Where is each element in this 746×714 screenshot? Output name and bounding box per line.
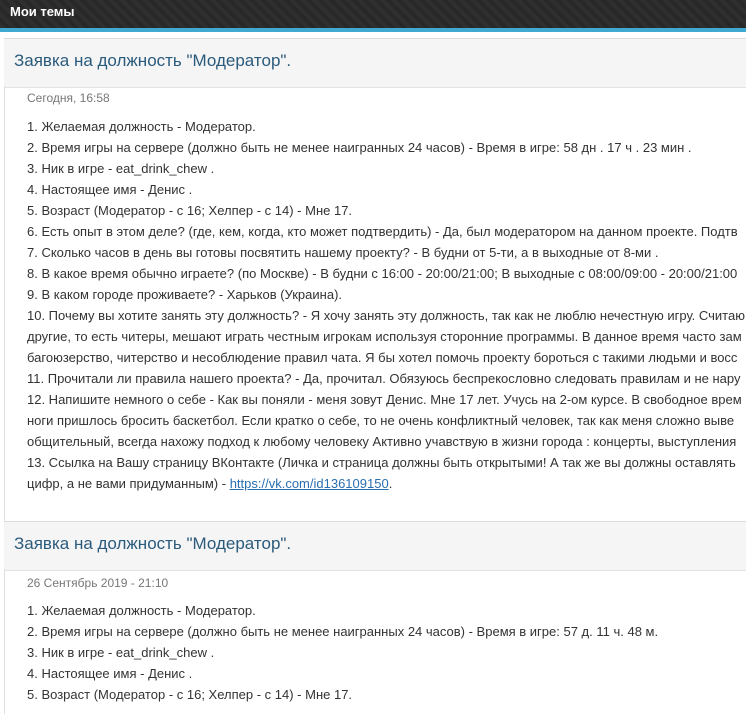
post-line-end: . [388, 476, 393, 491]
post-line: 8. В какое время обычно играете? (по Москве) - В будни с 16:00 - 20:00/21:00; В выходные с 08:00/09:00 - 20:00/21:00 [27, 266, 738, 281]
post-border [4, 86, 5, 522]
post-line: багоюзерство, читерство и несоблюдение правил чата. Я бы хотел помочь проекту бороться с такими людьми и восс [27, 350, 738, 365]
post-line: 12. Напишите немного о себе - Как вы поняли - меня зовут Денис. Мне 17 лет. Учусь на 2-ом курсе. В свободное врем [27, 392, 742, 407]
post-date: 26 Сентябрь 2019 - 21:10 [27, 576, 169, 590]
post-line: 7. Сколько часов в день вы готовы посвятить нашему проекту? - В будни от 5-ти, а в выходные от 8-ми . [27, 245, 659, 260]
post-line: 3. Ник в игре - eat_drink_chew . [27, 161, 215, 176]
post-line: 6. Есть опыт в этом деле? (где, кем, когда, кто может подтвердить) - Да, был модератором на данном проекте. Подтв [27, 224, 738, 239]
post-line-with-link [27, 473, 745, 494]
top-bar [0, 0, 746, 28]
post-line: 2. Время игры на сервере (должно быть не менее наигранных 24 часов) - Время в игре: 58 дн . 17 ч . 23 мин . [27, 140, 692, 155]
post-line: 3. Ник в игре - eat_drink_chew . [27, 645, 215, 660]
post-line: 5. Возраст (Модератор - с 16; Хелпер - с 14) - Мне 17. [27, 203, 353, 218]
post-line: 4. Настоящее имя - Денис . [27, 182, 193, 197]
post-line: 11. Прочитали ли правила нашего проекта? - Да, прочитал. Обязуюсь беспрекословно следовать правилам и не нару [27, 371, 741, 386]
post-line: 2. Время игры на сервере (должно быть не менее наигранных 24 часов) - Время в игре: 57 д. 11 ч. 48 м. [27, 624, 659, 639]
post-header [4, 521, 746, 571]
post-title[interactable]: Заявка на должность "Модератор". [14, 534, 292, 553]
post-title[interactable]: Заявка на должность "Модератор". [14, 51, 292, 70]
post-body [27, 600, 658, 705]
post-header [4, 38, 746, 88]
post-border [4, 569, 5, 714]
post-line: 4. Настоящее имя - Денис . [27, 666, 193, 681]
post-line: 13. Ссылка на Вашу страницу ВКонтакте (Личка и страница должны быть открытыми! А так же вы должны оставлять [27, 455, 736, 470]
post-line: 10. Почему вы хотите занять эту должность? - Я хочу занять эту должность, так как не люблю нечестную игру. Считаю [27, 308, 745, 323]
post-line: ноги пришлось бросить баскетбол. Если кратко о себе, то не очень конфликтный человек, так как меня сложно выве [27, 413, 735, 428]
post-line: 9. В каком городе проживаете? - Харьков (Украина). [27, 287, 343, 302]
post-line-text: цифр, а не вами придуманным) - [27, 476, 230, 491]
post-line: общительный, всегда нахожу подход к любому человеку Активно учавствую в жизни города : концерты, выступления [27, 434, 737, 449]
post-line: 5. Возраст (Модератор - с 16; Хелпер - с 14) - Мне 17. [27, 687, 353, 702]
post-line: 1. Желаемая должность - Модератор. [27, 603, 256, 618]
post-date: Сегодня, 16:58 [27, 91, 110, 105]
post-body [27, 116, 745, 494]
my-topics-title[interactable]: Мои темы [10, 4, 75, 19]
accent-bar [0, 28, 746, 32]
vk-profile-link[interactable]: https://vk.com/id136109150 [229, 476, 389, 491]
post-line: другие, то есть читеры, мешают играть честным игрокам используя сторонние программы. В данное время часто зам [27, 329, 742, 344]
post-line: 1. Желаемая должность - Модератор. [27, 119, 256, 134]
